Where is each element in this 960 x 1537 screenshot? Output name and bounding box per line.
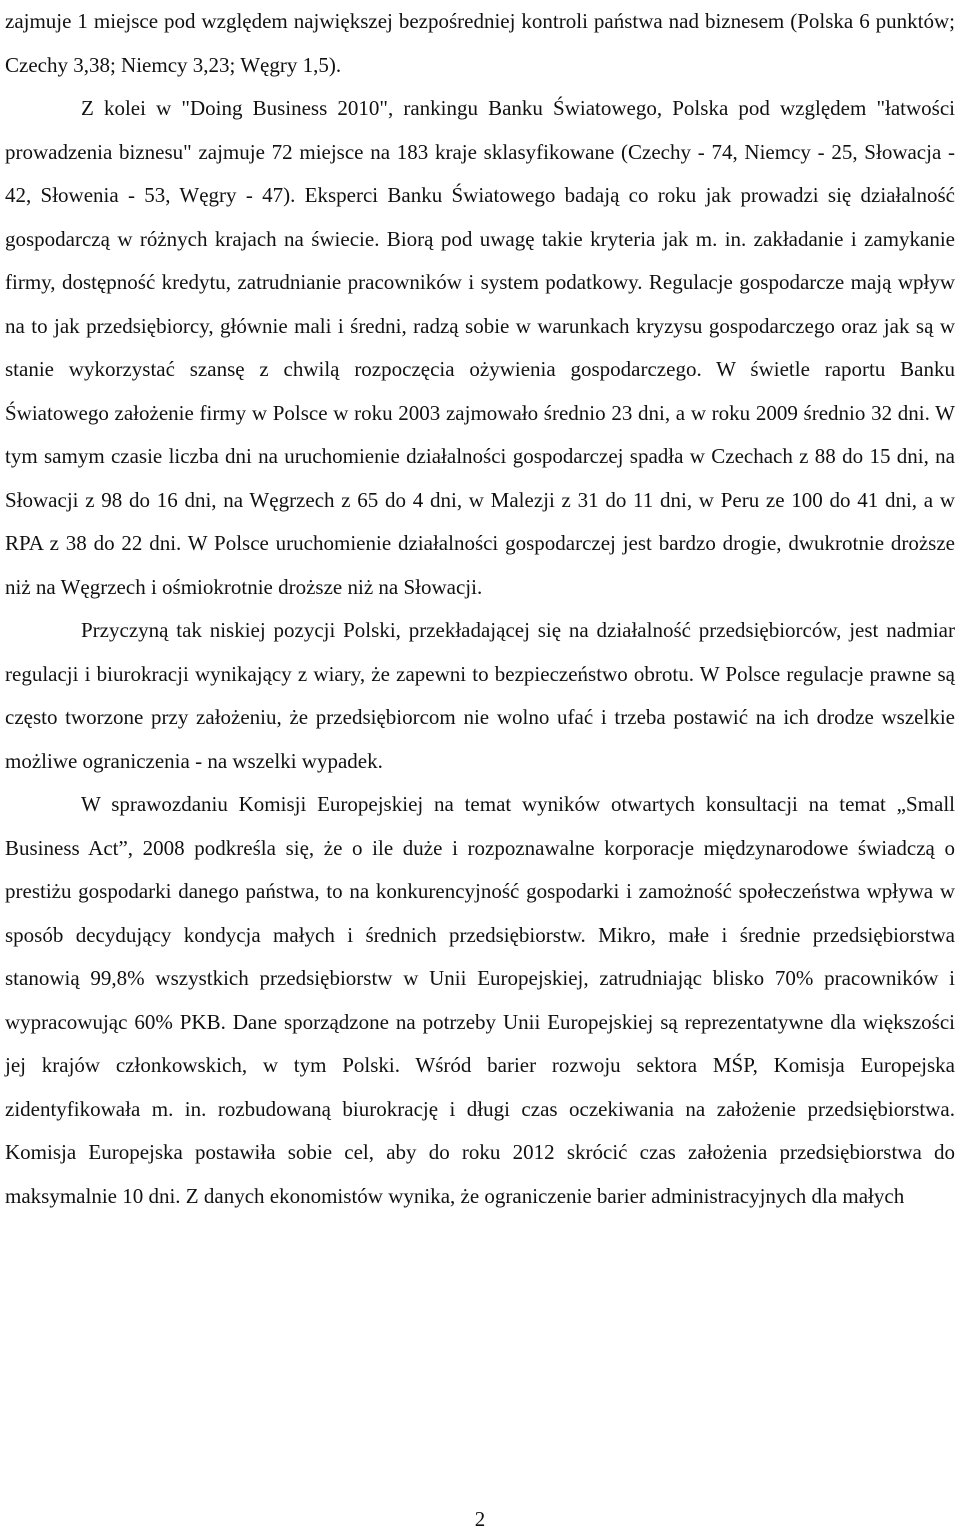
paragraph-small-business-act: W sprawozdaniu Komisji Europejskiej na temat wyników otwartych konsultacji na temat „Small Business Act”, 2008 podkreśla się, że o ile duże i rozpoznawalne korporacje międzynarodowe świadczą o prestiżu gospodarki danego państwa, to na konkurencyjność gospodarki i zamożność społeczeństwa wpływa w sposób decydujący kondycja małych i średnich przedsiębiorstw. Mikro, małe i średnie przedsiębiorstwa stanowią 99,8% wszystkich przedsiębiorstw w Unii Europejskiej, zatrudniając blisko 70% pracowników i wypracowując 60% PKB. Dane sporządzone na potrzeby Unii Europejskiej są reprezentatywne dla większości jej krajów członkowskich, w tym Polski. Wśród barier rozwoju sektora MŚP, Komisja Europejska zidentyfikowała m. in. rozbudowaną biurokrację i długi czas oczekiwania na założenie przedsiębiorstwa. Komisja Europejska postawiła sobie cel, aby do roku 2012 skrócić czas założenia przedsiębiorstwa do maksymalnie 10 dni. Z danych ekonomistów wynika, że ograniczenie barier administracyjnych dla małych [5,792,955,1208]
page-number: 2 [474,1507,486,1531]
paragraph-continuation: zajmuje 1 miejsce pod względem największej bezpośredniej kontroli państwa nad biznesem (Polska 6 punktów; Czechy 3,38; Niemcy 3,23; Węgry 1,5). [5,9,955,77]
document-page [5,0,955,1218]
paragraph-low-position: Przyczyną tak niskiej pozycji Polski, przekładającej się na działalność przedsiębiorców, jest nadmiar regulacji i biurokracji wynikający z wiary, że zapewni to bezpieczeństwo obrotu. W Polsce regulacje prawne są często tworzone przy założeniu, że przedsiębiorcom nie wolno ufać i trzeba postawić na ich drodze wszelkie możliwe ograniczenia - na wszelki wypadek. [5,618,955,773]
paragraph-doing-business: Z kolei w "Doing Business 2010", rankingu Banku Światowego, Polska pod względem "łatwości prowadzenia biznesu" zajmuje 72 miejsce na 183 kraje sklasyfikowane (Czechy - 74, Niemcy - 25, Słowacja - 42, Słowenia - 53, Węgry - 47). Eksperci Banku Światowego badają co roku jak prowadzi się działalność gospodarczą w różnych krajach na świecie. Biorą pod uwagę takie kryteria jak m. in. zakładanie i zamykanie firmy, dostępność kredytu, zatrudnianie pracowników i system podatkowy. Regulacje gospodarcze mają wpływ na to jak przedsiębiorcy, głównie mali i średni, radzą sobie w warunkach kryzysu gospodarczego oraz jak są w stanie wykorzystać szansę z chwilą rozpoczęcia ożywienia gospodarczego. W świetle raportu Banku Światowego założenie firmy w Polsce w roku 2003 zajmowało średnio 23 dni, a w roku 2009 średnio 32 dni. W tym samym czasie liczba dni na uruchomienie działalności gospodarczej spadła w Czechach z 88 do 15 dni, na Słowacji z 98 do 16 dni, na Węgrzech z 65 do 4 dni, w Malezji z 31 do 11 dni, w Peru ze 100 do 41 dni, a w RPA z 38 do 22 dni. W Polsce uruchomienie działalności gospodarczej jest bardzo drogie, dwukrotnie droższe niż na Węgrzech i ośmiokrotnie droższe niż na Słowacji. [5,96,955,599]
